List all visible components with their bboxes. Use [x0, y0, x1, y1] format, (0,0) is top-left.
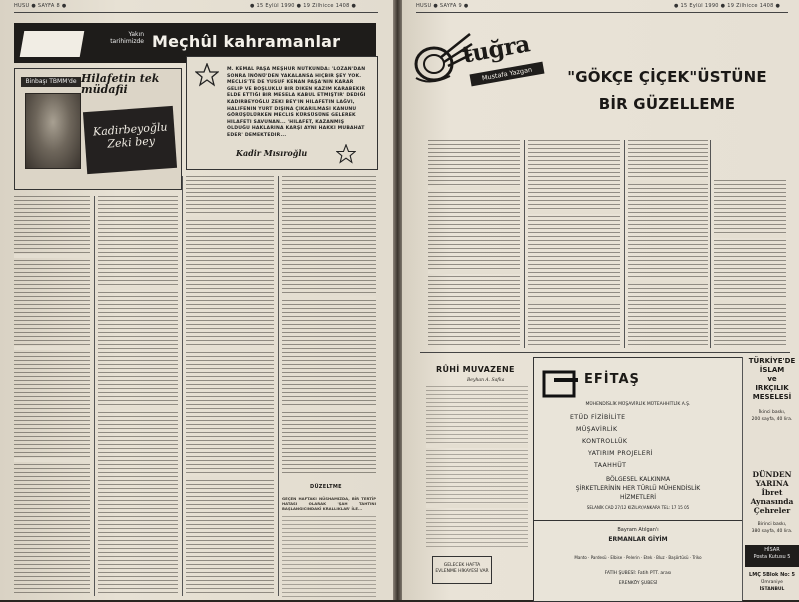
- side-title-line-5: MESELESİ: [752, 393, 792, 401]
- efitas-address: SELANİK CAD 27/12 KIZILAY/ANKARA TEL: 17 15 05: [586, 505, 690, 510]
- side-title2-line-2: YARINA: [755, 479, 789, 488]
- side-title-line-2: İSLAM: [759, 366, 785, 374]
- ermanlar-ad: [533, 520, 743, 602]
- kicker-line-1: Yakın: [128, 31, 144, 38]
- left-column-3: [186, 176, 274, 596]
- ermanlar-line-3: Manto · Pardesü · Elbise · Pelerin · Etek · Bluz · Başörtüsü · Triko: [574, 555, 702, 560]
- ermanlar-line-4: FATİH ŞUBESİ: Fatih PTT. arası: [604, 571, 672, 576]
- column-divider: [524, 140, 525, 348]
- column-divider: [94, 196, 95, 596]
- publisher-address-3: İSTANBUL: [759, 587, 785, 592]
- section-tag: Binbaşı TBMM'de: [21, 77, 81, 87]
- side-ad-detail-3: Birinci baskı,: [757, 522, 787, 527]
- next-week-note-text: GELECEK HAFTA EVLENME HİKAYESİ VAR: [435, 563, 489, 574]
- efitas-service-1: ETÜD FİZİBİLİTE: [570, 414, 626, 421]
- side-ad-detail-4: 380 sayfa, 40 lira.: [751, 529, 793, 534]
- right-column-3: [628, 140, 708, 348]
- article-headline: Meçhûl kahramanlar: [152, 32, 341, 51]
- flag-icon: [20, 31, 85, 57]
- side-ad-detail-2: 200 sayfa, 40 lira.: [751, 417, 793, 422]
- publisher-pobox: Posta Kutusu 5: [753, 554, 791, 560]
- ermanlar-line-1: Bayram Atılgan'ı: [617, 527, 659, 533]
- sub-article-author: Beyhan A. Safka: [467, 378, 505, 383]
- efitas-service-3: KONTROLLÜK: [582, 438, 628, 445]
- ermanlar-line-2: ERMANLAR GİYİM: [608, 536, 668, 543]
- left-column-2: [98, 196, 178, 596]
- right-folio-date: ● 15 Eylül 1990 ● 19 Zilhicce 1408 ●: [674, 3, 781, 9]
- column-divider: [182, 176, 183, 596]
- title-line-2: BİR GÜZELLEME: [598, 95, 736, 113]
- top-rule: [14, 12, 378, 13]
- next-week-note: [432, 556, 492, 584]
- star-icon: [195, 63, 219, 87]
- side-ad-detail-1: İkinci baskı,: [758, 410, 786, 415]
- efitas-footer-2: ŞİRKETLERİNİN HER TÜRLÜ MÜHENDİSLİK: [575, 485, 701, 492]
- title-line-1: "GÖKÇE ÇİÇEK"ÜSTÜNE: [567, 68, 767, 86]
- correction-text: GEÇEN HAFTAKI NÜSHAMIZDA, BİR TERTİP HATASI OLARAK 'ŞAH TAHTINI BAŞLANGICINDAKİ KRALLIKLAR' İLE...: [282, 496, 376, 511]
- side-title-line-4: IRKÇILIK: [755, 384, 789, 392]
- sub-article-heading: RÛHİ MUVAZENE: [436, 365, 515, 374]
- right-article-title: [554, 64, 780, 118]
- right-column-4: [714, 180, 786, 348]
- side-title2-line-1: DÜNDEN: [752, 470, 792, 479]
- left-folio-date: ● 15 Eylül 1990 ● 19 Zilhicce 1408 ●: [250, 3, 357, 9]
- side-ad-title-2: [745, 470, 799, 515]
- left-folio: HUSU ● SAYFA 8 ●: [14, 3, 67, 9]
- efitas-service-4: YATIRIM PROJELERİ: [588, 450, 653, 457]
- section-rule: [420, 352, 790, 353]
- correction-box: [282, 494, 376, 598]
- right-folio: HUSU ● SAYFA 9 ●: [416, 3, 469, 9]
- publisher-address-2: Ümraniye: [761, 580, 783, 585]
- efitas-footer-3: HİZMETLERİ: [619, 494, 657, 501]
- side-ad-title: [745, 357, 799, 402]
- publisher-address-1: LMÇ 5Blok No: 5: [749, 572, 795, 578]
- column-divider: [624, 140, 625, 348]
- script-title: Kadirbeyoğlu Zeki bey: [92, 120, 168, 151]
- sub-article-body: [426, 386, 528, 550]
- column-divider: [710, 140, 711, 348]
- pull-quote-text: M. KEMAL PAŞA MEŞHUR NUTKUNDA: 'LOZAN'DAN SONRA İNÖNÜ'DEN YAKALANSA HIÇBIR ŞEY YOK. MECLIS'TE DE YUSUF KENAN PAŞA'NIN KARAR GELIP VE BOŞLUKLU BIR DIKEN KAZIM KARABEKIR ELDE ETTIĞI BIR MESELA KABUL ETMIŞTIR' DEDIĞI KADIRBEYOĞLU ZEKI BEY'IN HILAFETIN LAĞVI, HALIFENIN YURT DIŞINA ÇIKARILMASI KANUNU GÖRÜŞÜLÜRKEN MECLIS KÜRSÜSÜNE GELEREK HILAFETI SAVUNAN... 'HILAFET, KAZANMIŞ OLDUĞU HAKLARINA KARŞI AYNI HAKKI MUBAHAT EDER' DEMEKTEDIR...: [227, 67, 366, 138]
- byline-box: [186, 140, 376, 168]
- script-title-box: [83, 106, 177, 174]
- right-column-1: [428, 140, 520, 348]
- efitas-ad: [533, 357, 743, 545]
- top-rule: [416, 12, 788, 13]
- byline-name: Kadir Mısıroğlu: [236, 148, 308, 158]
- column-logo-box: [410, 22, 544, 92]
- left-page: [0, 0, 393, 600]
- publisher-name: HİSAR: [764, 547, 780, 553]
- star-outline-icon: [336, 144, 356, 164]
- efitas-service-5: TAAHHÜT: [594, 462, 627, 469]
- efitas-footer-1: BÖLGESEL KALKINMA: [605, 476, 671, 483]
- side-title2-line-4: Aynasında: [750, 497, 794, 506]
- efitas-tagline: MÜHENDİSLİK MÜŞAVİRLİK MÜTEAHHİTLİK A.Ş.: [585, 402, 691, 407]
- banner-kicker: [98, 31, 144, 45]
- publisher-band: [745, 545, 799, 567]
- portrait-photo: [25, 93, 81, 169]
- page-gutter: [393, 0, 402, 600]
- sidebox-subhead: Hilafetin tek müdafii: [81, 72, 160, 96]
- correction-heading: DÜZELTME: [310, 484, 342, 490]
- left-column-1: [14, 196, 90, 596]
- kicker-line-2: tarihimizde: [110, 38, 144, 45]
- column-divider: [278, 176, 279, 596]
- efitas-name: EFİTAŞ: [584, 372, 640, 387]
- side-title-line-1: TÜRKİYE'DE: [748, 357, 796, 365]
- efitas-service-2: MÜŞAVİRLİK: [576, 426, 618, 433]
- ermanlar-line-5: ERENKÖY ŞUBESİ: [618, 581, 658, 586]
- side-title2-line-5: Çehreler: [753, 506, 791, 515]
- column-divider: [742, 357, 743, 600]
- column-author: Mustafa Yazgan: [470, 62, 545, 87]
- column-logo-text: tuğra: [460, 30, 532, 69]
- portrait-sidebox: [14, 68, 182, 190]
- efitas-logo-icon: [542, 370, 580, 398]
- side-title-line-3: ve: [767, 375, 777, 383]
- left-column-4: [282, 176, 376, 476]
- side-title2-line-3: İbret: [761, 488, 783, 497]
- right-column-2: [528, 140, 620, 348]
